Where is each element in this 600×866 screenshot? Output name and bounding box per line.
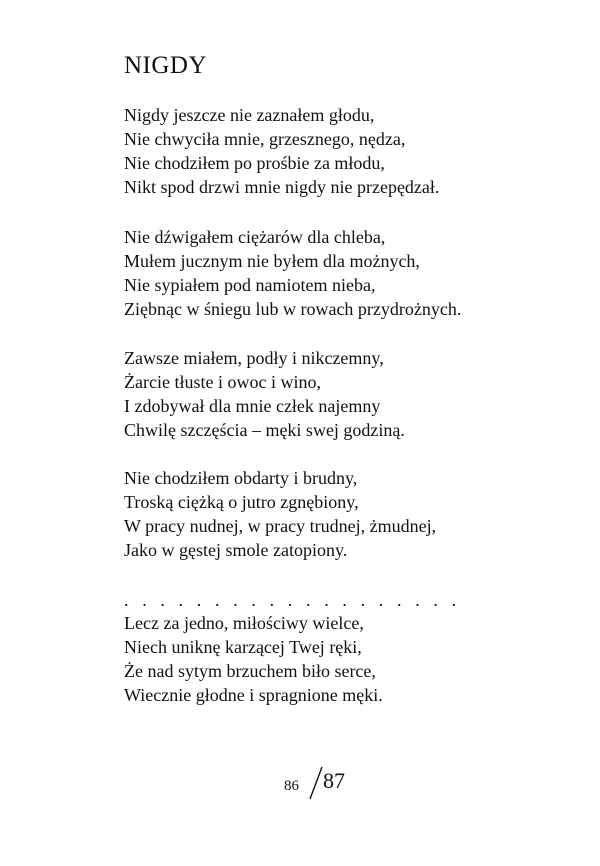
poem-line: Mułem jucznym nie byłem dla możnych, xyxy=(124,251,420,271)
poem-line: Troską ciężką o jutro zgnębiony, xyxy=(124,492,359,512)
poem-line: Nie chodziłem obdarty i brudny, xyxy=(124,468,358,488)
slash-divider-icon xyxy=(308,766,324,800)
poem-line: Nie dźwigałem ciężarów dla chleba, xyxy=(124,227,386,247)
poem-line: Nigdy jeszcze nie zaznałem głodu, xyxy=(124,105,375,125)
poem-line: Niech uniknę karzącej Twej ręki, xyxy=(124,637,362,657)
stanza-5 xyxy=(124,611,383,707)
poem-title: NIGDY xyxy=(124,52,208,79)
stanza-2 xyxy=(124,225,461,321)
stanza-4 xyxy=(124,466,436,562)
current-page-number: 86 xyxy=(284,778,299,794)
poem-line: Żarcie tłuste i owoc i wino, xyxy=(124,372,321,392)
total-pages-number: 87 xyxy=(323,768,345,793)
stanza-separator: . . . . . . . . . . . . . . . . . . . xyxy=(124,590,461,610)
poem-line: I zdobywał dla mnie człek najemny xyxy=(124,396,381,416)
poem-line: Ziębnąc w śniegu lub w rowach przydrożnych. xyxy=(124,299,462,319)
poem-line: Nikt spod drzwi mnie nigdy nie przepędzał. xyxy=(124,177,440,197)
stanza-3 xyxy=(124,346,405,442)
poem-line: Chwilę szczęścia – męki swej godziną. xyxy=(124,420,405,440)
poem-line: Nie chwyciła mnie, grzesznego, nędza, xyxy=(124,129,406,149)
poem-line: Wiecznie głodne i spragnione męki. xyxy=(124,685,383,705)
poem-line: Jako w gęstej smole zatopiony. xyxy=(124,540,348,560)
poem-line: Nie chodziłem po prośbie za młodu, xyxy=(124,153,385,173)
stanza-1 xyxy=(124,103,439,199)
poem-line: Nie sypiałem pod namiotem nieba, xyxy=(124,275,376,295)
poem-line: Że nad sytym brzuchem biło serce, xyxy=(124,661,376,681)
poem-line: Lecz za jedno, miłościwy wielce, xyxy=(124,613,364,633)
poem-line: Zawsze miałem, podły i nikczemny, xyxy=(124,348,384,368)
page-number xyxy=(282,764,362,800)
poem-line: W pracy nudnej, w pracy trudnej, żmudnej, xyxy=(124,516,437,536)
